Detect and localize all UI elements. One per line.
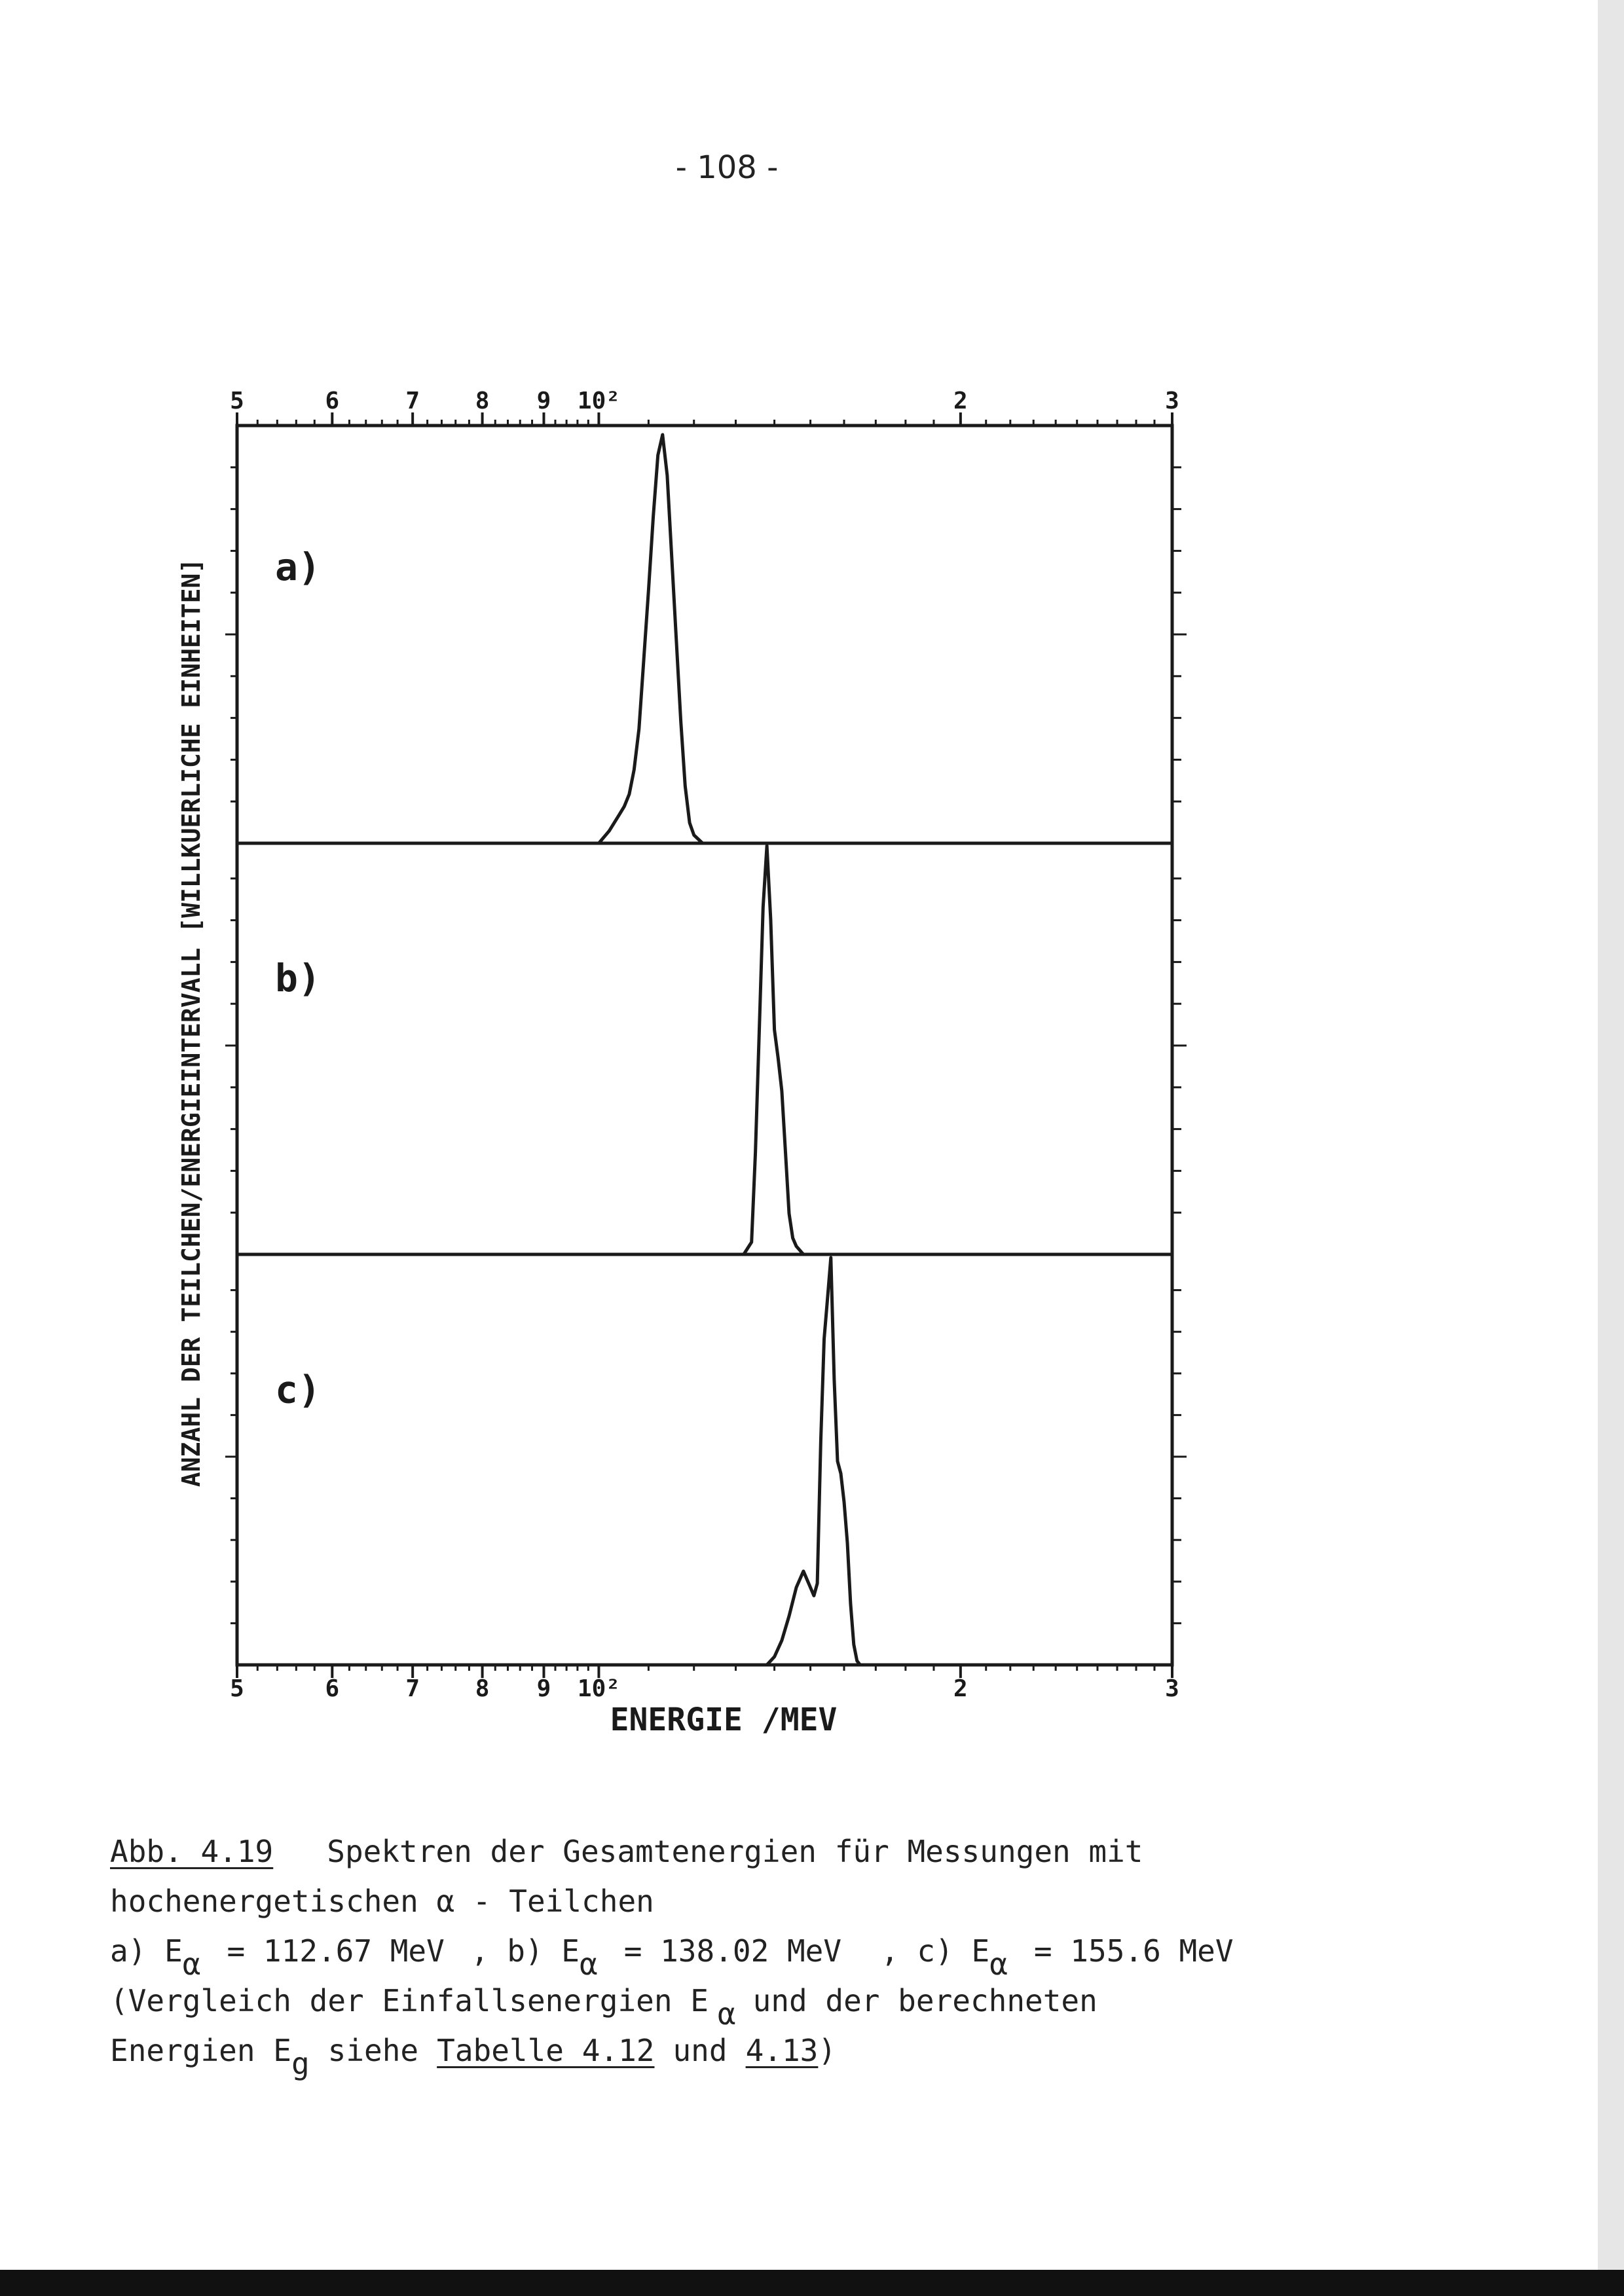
panels (237, 435, 1172, 1665)
caption-line-3 (110, 1926, 1518, 1982)
page-edge-bottom (0, 2270, 1624, 2296)
table-ref-1: Tabelle 4.12 (437, 2033, 655, 2068)
x-axis-title: ENERGIE /MEV (610, 1702, 838, 1738)
axis-top (230, 388, 1179, 426)
panel-label-a: a) (275, 545, 321, 590)
x-tick-label-top: 8 (475, 388, 490, 414)
caption-line-5 (110, 2026, 1518, 2081)
energy-a-prefix: a) E (110, 1933, 183, 1969)
chart-frame (225, 426, 1187, 1665)
x-tick-label-top: 2 (953, 388, 968, 414)
energy-b-prefix: , b) E (470, 1933, 580, 1969)
spectrum-line-b (237, 846, 1172, 1254)
energy-c-prefix: , c) E (881, 1933, 990, 1969)
x-tick-label-top: 7 (405, 388, 420, 414)
spectra-chart (0, 367, 1624, 1794)
caption-and: und (673, 2033, 728, 2068)
x-tick-label-bottom: 9 (536, 1675, 551, 1702)
figure-label: Abb. 4.19 (110, 1834, 274, 1869)
caption-line-1 (110, 1827, 1518, 1876)
y-axis-title: ANZAHL DER TEILCHEN/ENERGIEINTERVALL [WILLKUERLICHE EINHEITEN] (177, 558, 206, 1487)
energy-c-value: = 155.6 MeV (1033, 1933, 1234, 1969)
alpha-subscript: α (989, 1946, 1008, 1982)
alpha-subscript: α (580, 1946, 598, 1982)
x-tick-label-bottom: 3 (1165, 1675, 1179, 1702)
x-tick-label-bottom: 6 (325, 1675, 340, 1702)
x-tick-label-bottom: 2 (953, 1675, 968, 1702)
plot-border (237, 426, 1172, 1665)
table-ref-2: 4.13 (745, 2033, 819, 2068)
panel-label-c: c) (275, 1367, 321, 1412)
axis-bottom (230, 1665, 1179, 1702)
alpha-subscript: α (182, 1946, 201, 1982)
caption-title: Spektren der Gesamtenergien für Messungen mit (327, 1834, 1143, 1869)
page-number: - 108 - (675, 149, 779, 186)
x-tick-label-top: 9 (536, 388, 551, 414)
spectrum-line-c (237, 1258, 1172, 1665)
panel-label-b: b) (275, 956, 321, 1001)
x-tick-label-bottom: 10² (577, 1675, 620, 1702)
spectrum-line-a (237, 435, 1172, 843)
energy-b-value: = 138.02 MeV (623, 1933, 842, 1969)
x-tick-label-bottom: 8 (475, 1675, 490, 1702)
x-tick-label-top: 10² (577, 388, 620, 414)
caption-line-5-start: Energien E (110, 2033, 291, 2068)
caption-line-4-start: (Vergleich der Einfallsenergien E (110, 1983, 709, 2018)
x-tick-label-bottom: 7 (405, 1675, 420, 1702)
energy-a-value: = 112.67 MeV (227, 1933, 445, 1969)
x-tick-label-bottom: 5 (230, 1675, 244, 1702)
caption-see: siehe (327, 2033, 419, 2068)
x-tick-label-top: 3 (1165, 388, 1179, 414)
g-subscript: g (291, 2046, 310, 2081)
caption-line-4-end: und der berechneten (752, 1983, 1098, 2018)
caption-close-paren: ) (818, 2033, 837, 2068)
caption-line-4 (110, 1976, 1518, 2032)
x-tick-label-top: 5 (230, 388, 244, 414)
caption-line-2: hochenergetischen α - Teilchen (110, 1884, 654, 1919)
alpha-subscript: α (717, 1996, 736, 2032)
figure-caption (110, 1827, 1518, 2081)
x-tick-label-top: 6 (325, 388, 340, 414)
